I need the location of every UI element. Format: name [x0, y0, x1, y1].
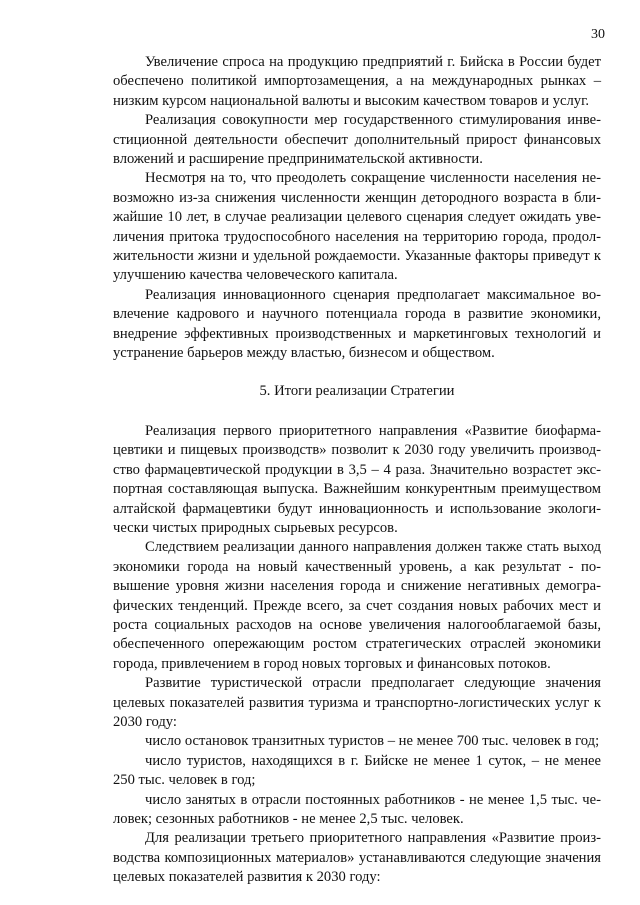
paragraph: Увеличение спроса на продукцию предприятий г. Бийска в России будет обеспечено политикой импортозамещения, а на международных рынках – низким курсом национальной валюты и высоким качеством товаров и услуг.: [113, 54, 601, 109]
list-paragraph: число остановок транзитных туристов – не менее 700 тыс. человек в год;: [145, 733, 600, 750]
paragraph: Следствием реализации данного направления должен также стать выход экономики города на новый качественный уровень, а как результат - повышение уровня жизни населения города и снижение негативных демографических тенденций. Прежде всего, за счет создания новых рабочих мест и роста социальных расходов на основе увеличения налогооблагаемой базы, обеспеченного опережающим ростом стратегических отраслей экономики города, привлечением в город новых торговых и финансовых потоков.: [113, 539, 601, 672]
section-heading: 5. Итоги реализации Стратегии: [259, 382, 455, 399]
paragraph: Реализация совокупности мер государственного стимулирования инвестиционной деятельности обеспечит дополнительный прирост финансовых вложений и расширение предпринимательской активности.: [113, 112, 601, 168]
paragraph: Для реализации третьего приоритетного направления «Развитие производства композиционных материалов» устанавливаются следующие значения целевых показателей развития к 2030 году:: [113, 830, 601, 886]
paragraph: Развитие туристической отрасли предполагает следующие значения целевых показателей развития туризма и транспортно-логистических услуг к 2030 году:: [113, 675, 601, 730]
document-body: [113, 53, 601, 888]
paragraph: Несмотря на то, что преодолеть сокращение численности населения невозможно из-за снижения численности женщин детородного возраста в ближайшие 10 лет, в случае реализации целевого сценария следует ожидать увеличения притока трудоспособного населения на территорию города, продолжительности жизни и удельной рождаемости. Указанные факторы приведут к улучшению качества человеческого капитала.: [113, 170, 601, 284]
paragraph: Реализация инновационного сценария предполагает максимальное вовлечение кадрового и научного потенциала города в развитие экономики, внедрение эффективных производственных и маркетинговых технологий и устранение барьеров между властью, бизнесом и обществом.: [113, 286, 601, 362]
list-paragraph: число туристов, находящихся в г. Бийске не менее 1 суток, – не менее 250 тыс. человек в год;: [113, 752, 601, 789]
list-paragraph: число занятых в отрасли постоянных работников - не менее 1,5 тыс. человек; сезонных работников - не менее 2,5 тыс. человек.: [113, 791, 601, 828]
page-number: 30: [591, 27, 605, 42]
paragraph: Реализация первого приоритетного направления «Развитие биофармацевтики и пищевых производств» позволит к 2030 году увеличить производство фармацевтической продукции в 3,5 – 4 раза. Значительно возрастет экспортная составляющая выпуска. Важнейшим конкурентным преимуществом алтайской фармацевтики будут инновационность и использование экологически чистых природных сырьевых ресурсов.: [113, 422, 601, 536]
